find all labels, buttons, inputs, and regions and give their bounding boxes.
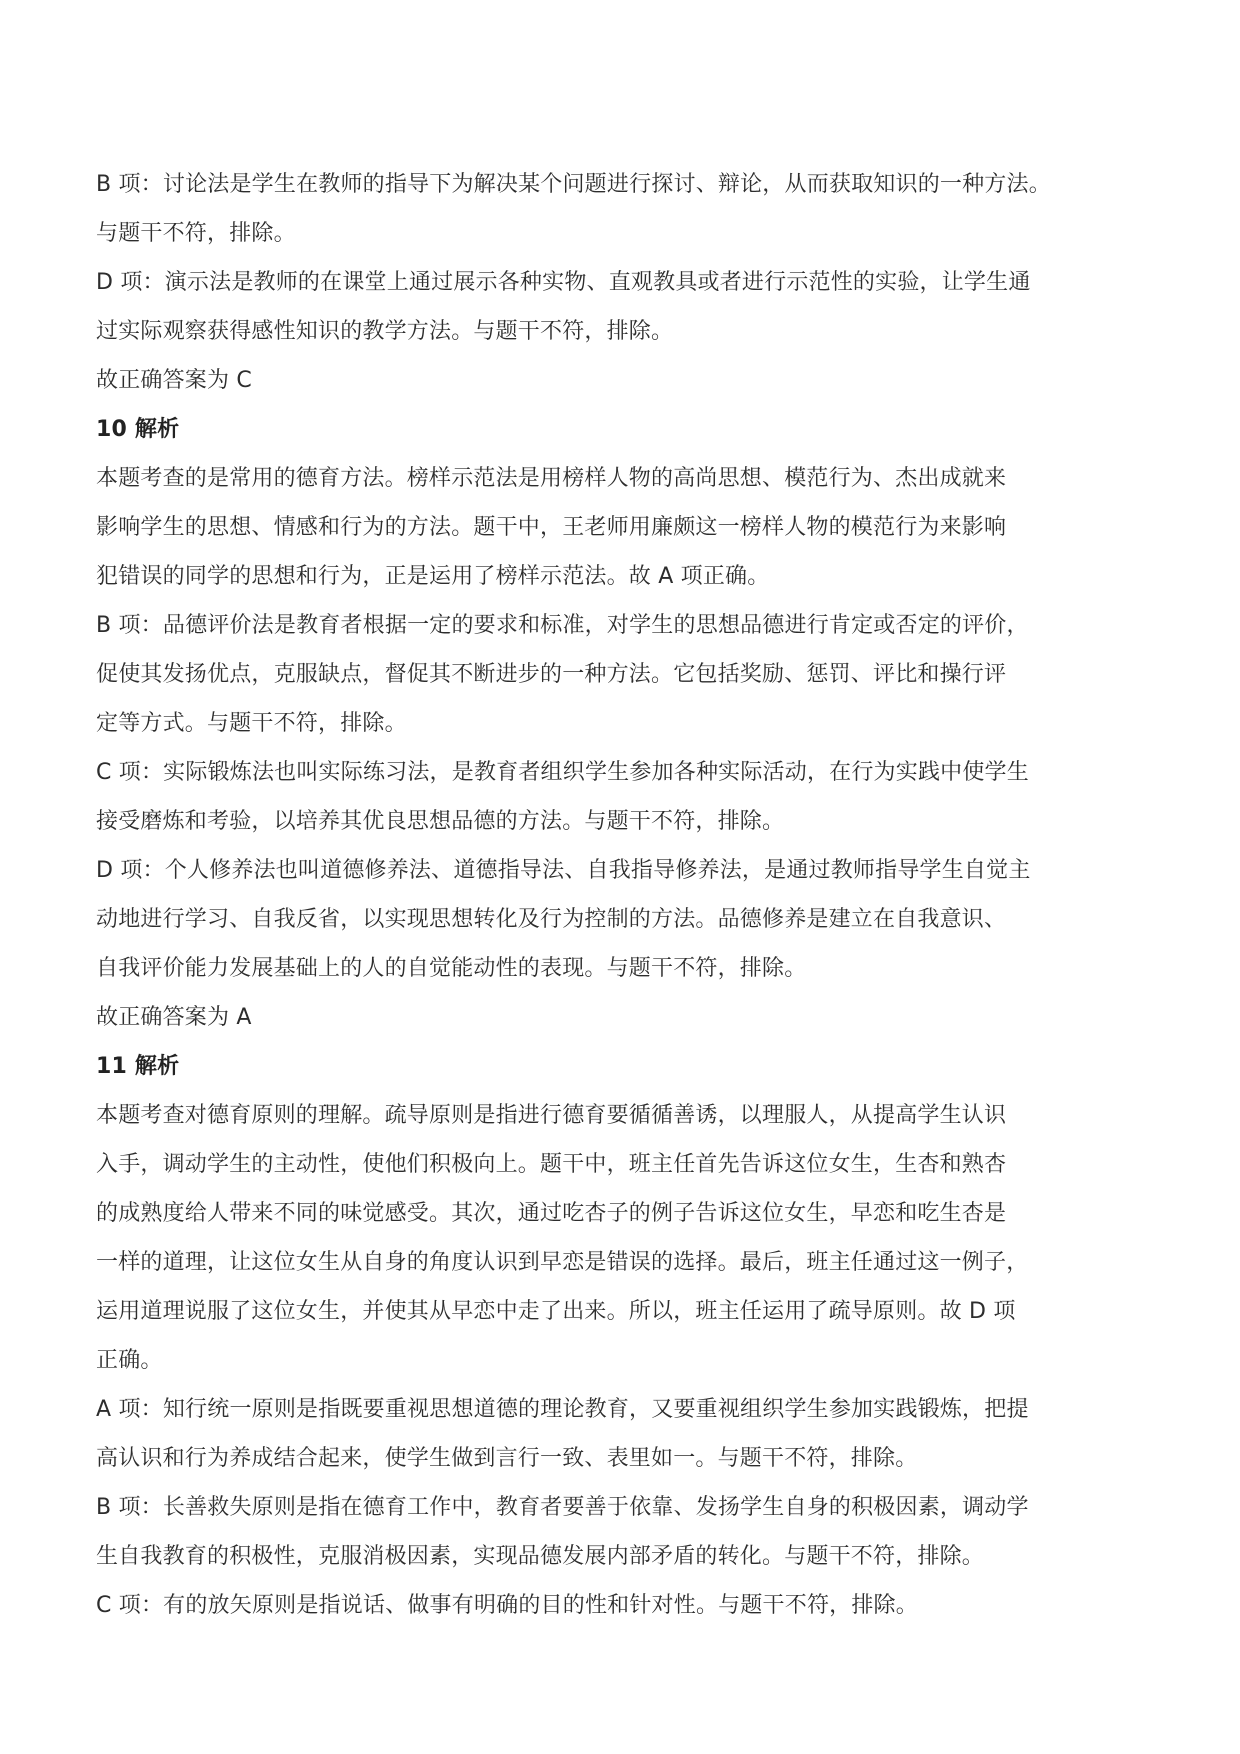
paragraph-line: B 项：讨论法是学生在教师的指导下为解决某个问题进行探讨、辩论，从而获取知识的一种方法。: [96, 172, 1051, 197]
paragraph-line: 影响学生的思想、情感和行为的方法。题干中，王老师用廉颇这一榜样人物的模范行为来影响: [96, 515, 1007, 540]
section-heading: 10 解析: [96, 417, 180, 442]
paragraph-line: C 项：有的放矢原则是指说话、做事有明确的目的性和针对性。与题干不符，排除。: [96, 1593, 918, 1618]
paragraph-line: C 项：实际锻炼法也叫实际练习法，是教育者组织学生参加各种实际活动，在行为实践中使学生: [96, 760, 1029, 785]
paragraph-line: 本题考查的是常用的德育方法。榜样示范法是用榜样人物的高尚思想、模范行为、杰出成就来: [96, 466, 1007, 491]
paragraph-line: A 项：知行统一原则是指既要重视思想道德的理论教育，又要重视组织学生参加实践锻炼，把提: [96, 1397, 1029, 1422]
paragraph-line: 动地进行学习、自我反省，以实现思想转化及行为控制的方法。品德修养是建立在自我意识、: [96, 907, 1007, 932]
paragraph-line: B 项：长善救失原则是指在德育工作中，教育者要善于依靠、发扬学生自身的积极因素，调动学: [96, 1495, 1029, 1520]
paragraph-line: 入手，调动学生的主动性，使他们积极向上。题干中，班主任首先告诉这位女生，生杏和熟杏: [96, 1152, 1007, 1177]
paragraph-line: 生自我教育的积极性，克服消极因素，实现品德发展内部矛盾的转化。与题干不符，排除。: [96, 1544, 985, 1569]
paragraph-line: 正确。: [96, 1348, 163, 1373]
paragraph-line: B 项：品德评价法是教育者根据一定的要求和标准，对学生的思想品德进行肯定或否定的评价，: [96, 613, 1029, 638]
paragraph-line: 过实际观察获得感性知识的教学方法。与题干不符，排除。: [96, 319, 674, 344]
document-page: [96, 160, 1216, 1630]
paragraph-line: 故正确答案为 A: [96, 1005, 252, 1030]
paragraph-line: 本题考查对德育原则的理解。疏导原则是指进行德育要循循善诱，以理服人，从提高学生认识: [96, 1103, 1007, 1128]
paragraph-line: D 项：演示法是教师的在课堂上通过展示各种实物、直观教具或者进行示范性的实验，让学生通: [96, 270, 1031, 295]
paragraph-line: 的成熟度给人带来不同的味觉感受。其次，通过吃杏子的例子告诉这位女生，早恋和吃生杏是: [96, 1201, 1007, 1226]
paragraph-line: 促使其发扬优点，克服缺点，督促其不断进步的一种方法。它包括奖励、惩罚、评比和操行评: [96, 662, 1007, 687]
section-heading: 11 解析: [96, 1054, 180, 1079]
paragraph-line: 定等方式。与题干不符，排除。: [96, 711, 407, 736]
paragraph-line: D 项：个人修养法也叫道德修养法、道德指导法、自我指导修养法，是通过教师指导学生自觉主: [96, 858, 1031, 883]
paragraph-line: 与题干不符，排除。: [96, 221, 296, 246]
paragraph-line: 运用道理说服了这位女生，并使其从早恋中走了出来。所以，班主任运用了疏导原则。故 D 项: [96, 1299, 1016, 1324]
paragraph-line: 自我评价能力发展基础上的人的自觉能动性的表现。与题干不符，排除。: [96, 956, 807, 981]
paragraph-line: 犯错误的同学的思想和行为，正是运用了榜样示范法。故 A 项正确。: [96, 564, 770, 589]
paragraph-line: 故正确答案为 C: [96, 368, 252, 393]
paragraph-line: 高认识和行为养成结合起来，使学生做到言行一致、表里如一。与题干不符，排除。: [96, 1446, 918, 1471]
paragraph-line: 接受磨炼和考验，以培养其优良思想品德的方法。与题干不符，排除。: [96, 809, 785, 834]
paragraph-line: 一样的道理，让这位女生从自身的角度认识到早恋是错误的选择。最后，班主任通过这一例子，: [96, 1250, 1029, 1275]
